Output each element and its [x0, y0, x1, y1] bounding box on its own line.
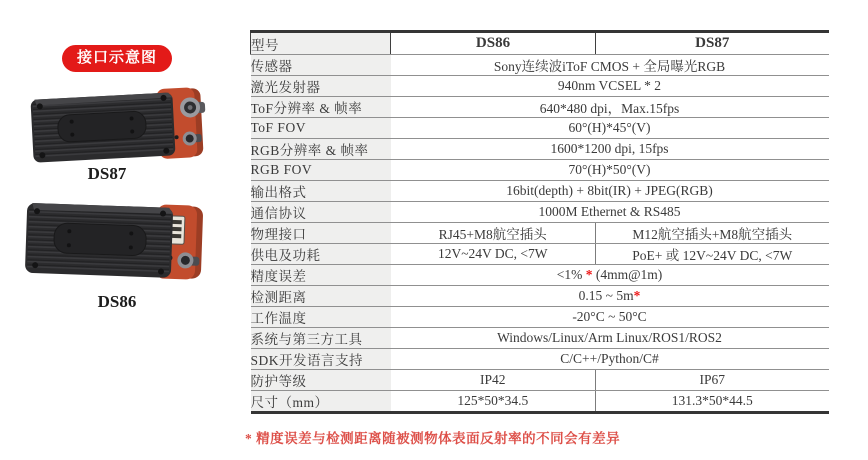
spec-row-value: 16bit(depth) + 8bit(IR) + JPEG(RGB)	[391, 181, 829, 202]
spec-header-row	[251, 32, 829, 55]
spec-row-value: 1600*1200 dpi, 15fps	[391, 139, 829, 160]
spec-row-label: SDK开发语言支持	[251, 349, 391, 370]
spec-row-value	[391, 286, 829, 307]
spec-row-label: 尺寸（mm）	[251, 391, 391, 413]
spec-header-label: 型号	[251, 32, 391, 55]
spec-row	[251, 223, 829, 244]
spec-row-value	[391, 265, 829, 286]
spec-row-label: 系统与第三方工具	[251, 328, 391, 349]
spec-row	[251, 160, 829, 181]
spec-row	[251, 349, 829, 370]
spec-row-label: 工作温度	[251, 307, 391, 328]
spec-row	[251, 118, 829, 139]
footnote-star: *	[585, 267, 593, 282]
spec-row-value: 60°(H)*45°(V)	[391, 118, 829, 139]
spec-row-value: C/C++/Python/C#	[391, 349, 829, 370]
spec-row	[251, 244, 829, 265]
spec-row-label: ToF FOV	[251, 118, 391, 139]
spec-row	[251, 391, 829, 413]
spec-row-value-ds86: RJ45+M8航空插头	[391, 223, 596, 244]
spec-row	[251, 76, 829, 97]
spec-row	[251, 97, 829, 118]
spec-row-value-ds86: 12V~24V DC, <7W	[391, 244, 596, 265]
footnote-star: *	[633, 288, 641, 303]
spec-row-value: 640*480 dpi，Max.15fps	[391, 97, 829, 118]
ds87-camera-image	[30, 86, 216, 168]
spec-row	[251, 370, 829, 391]
spec-row	[251, 55, 829, 76]
ds86-image-label: DS86	[97, 292, 137, 311]
spec-table	[250, 30, 829, 414]
interface-diagram-badge: 接口示意图	[62, 45, 172, 72]
spec-row	[251, 181, 829, 202]
spec-row-value: -20°C ~ 50°C	[391, 307, 829, 328]
spec-row-label: ToF分辨率 & 帧率	[251, 97, 391, 118]
spec-row-label: 供电及功耗	[251, 244, 391, 265]
spec-row-value-ds86: 125*50*34.5	[391, 391, 596, 413]
spec-row-value-ds87: M12航空插头+M8航空插头	[596, 223, 829, 244]
spec-row	[251, 307, 829, 328]
spec-row	[251, 139, 829, 160]
spec-row	[251, 265, 829, 286]
spec-header-ds86: DS86	[391, 32, 596, 55]
spec-row-label: 输出格式	[251, 181, 391, 202]
spec-row-label: RGB FOV	[251, 160, 391, 181]
spec-row-label: 物理接口	[251, 223, 391, 244]
spec-row-value: 70°(H)*50°(V)	[391, 160, 829, 181]
spec-row-label: 防护等级	[251, 370, 391, 391]
spec-row-label: 激光发射器	[251, 76, 391, 97]
spec-row	[251, 286, 829, 307]
spec-row-value-ds87: 131.3*50*44.5	[596, 391, 829, 413]
spec-row-value: 940nm VCSEL * 2	[391, 76, 829, 97]
spec-row-label: 通信协议	[251, 202, 391, 223]
footnote-text: * 精度误差与检测距离随被测物体表面反射率的不同会有差异	[245, 431, 621, 446]
spec-row	[251, 202, 829, 223]
spec-header-ds87: DS87	[596, 32, 829, 55]
spec-table-body	[251, 32, 829, 413]
spec-value-part: 0.15 ~ 5m	[578, 288, 634, 303]
spec-row-label: 传感器	[251, 55, 391, 76]
spec-row-value: 1000M Ethernet & RS485	[391, 202, 829, 223]
spec-row	[251, 328, 829, 349]
ds86-camera-image	[22, 194, 214, 290]
spec-row-value-ds86: IP42	[391, 370, 596, 391]
spec-value-part: (4mm@1m)	[592, 267, 663, 282]
spec-row-value: Sony连续波iToF CMOS + 全局曝光RGB	[391, 55, 829, 76]
spec-row-label: 检测距离	[251, 286, 391, 307]
spec-row-value-ds87: PoE+ 或 12V~24V DC, <7W	[596, 244, 829, 265]
ds87-image-label: DS87	[87, 164, 127, 183]
spec-value-part: <1%	[556, 267, 586, 282]
spec-row-value-ds87: IP67	[596, 370, 829, 391]
spec-row-value: Windows/Linux/Arm Linux/ROS1/ROS2	[391, 328, 829, 349]
spec-row-label: RGB分辨率 & 帧率	[251, 139, 391, 160]
spec-row-label: 精度误差	[251, 265, 391, 286]
